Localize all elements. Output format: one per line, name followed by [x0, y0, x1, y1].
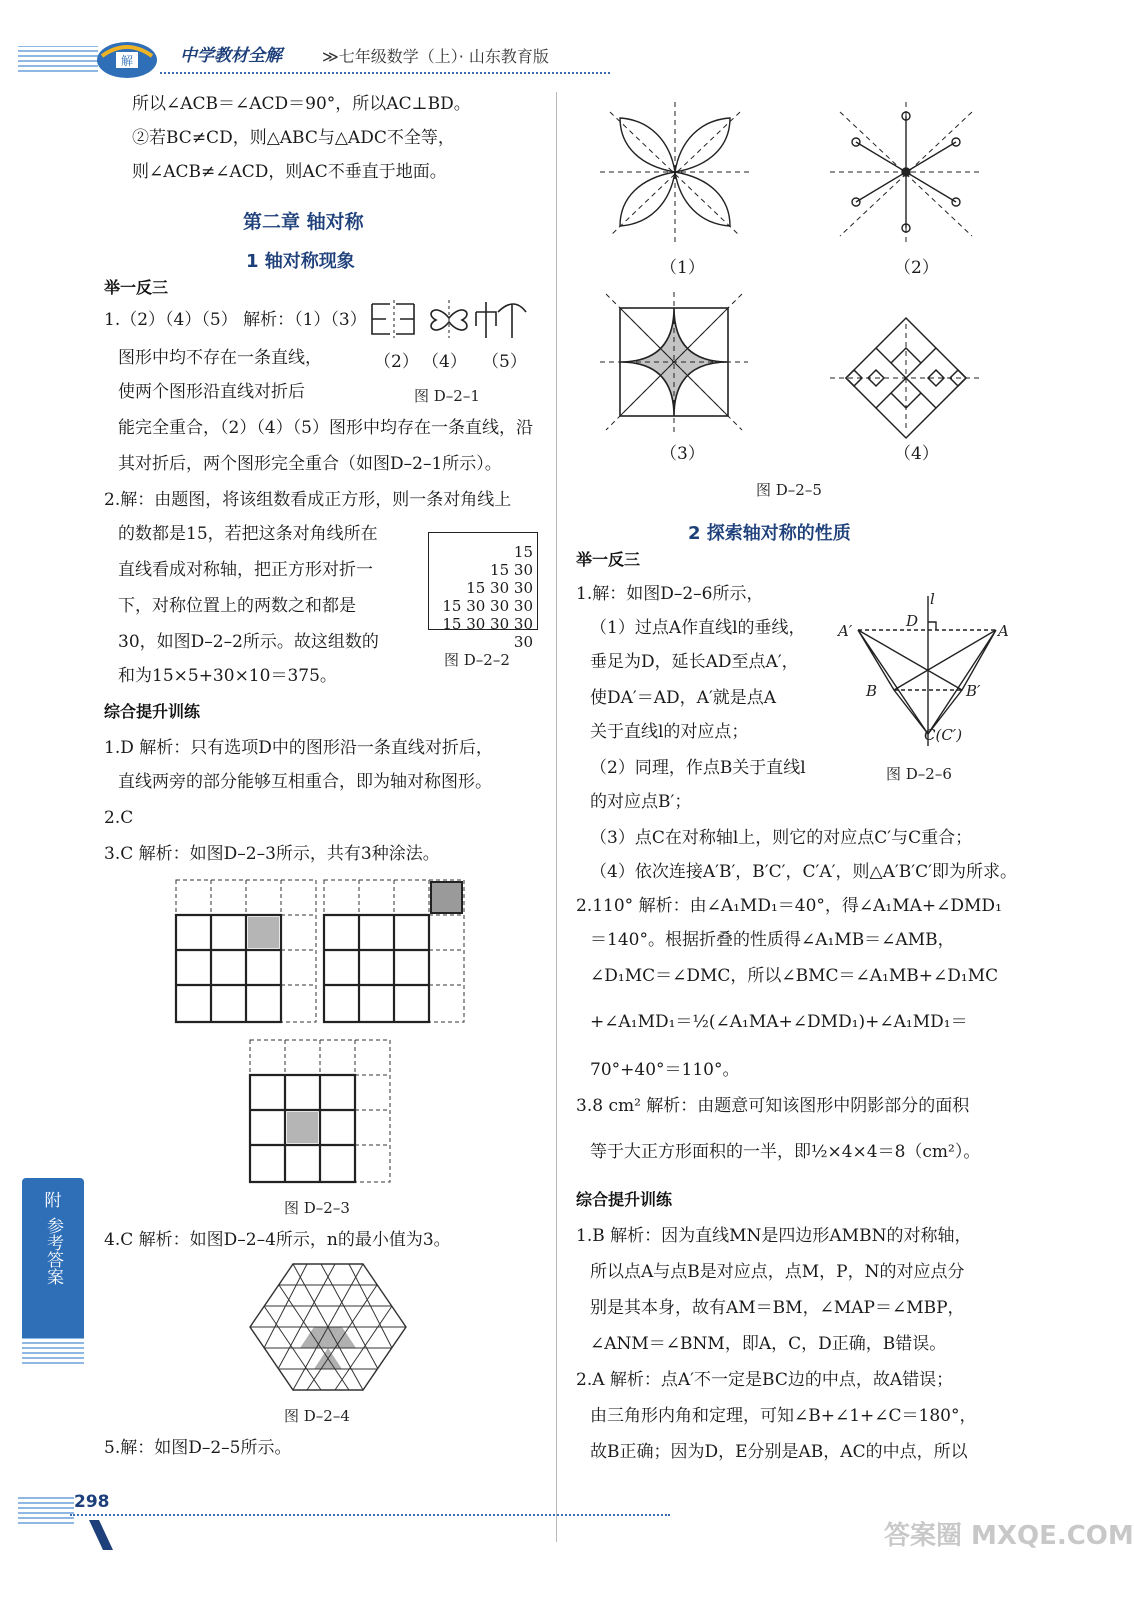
watermark: 答案圈 MXQE.COM: [884, 1521, 1134, 1551]
number-row: 15 30 30: [466, 579, 533, 597]
point-label: B: [866, 682, 878, 700]
header-stripes: [18, 46, 98, 72]
fig-label: （3）: [660, 444, 705, 464]
text-line: 等于大正方形面积的一半，即½×4×4＝8（cm²）。: [590, 1142, 981, 1162]
text-line: 使DA′＝AD，A′就是点A: [590, 688, 777, 708]
point-label: A: [998, 622, 1009, 640]
figure-d21: [366, 298, 536, 340]
subheading-jyfs: 举一反三: [576, 550, 641, 569]
fig-label: （2）: [894, 258, 939, 278]
text-line: 2.C: [104, 808, 134, 828]
text-line: ∠ANM＝∠BNM，即A，C，D正确，B错误。: [590, 1334, 947, 1354]
point-label: l: [930, 590, 935, 608]
text-line: 1.D 解析：只有选项D中的图形沿一条直线对折后，: [104, 738, 493, 758]
text-line: 图形中均不存在一条直线，: [118, 348, 322, 368]
text-line: 70°+40°＝110°。: [590, 1060, 740, 1080]
point-label: B′: [966, 682, 981, 700]
point-label: A′: [838, 622, 853, 640]
figure-d24: [248, 1262, 408, 1392]
header-rule: [160, 72, 610, 74]
fig-caption: 图 D–2–2: [444, 651, 510, 669]
text-line: 使两个图形沿直线对折后: [118, 382, 305, 402]
text-line: 3.8 cm² 解析：由题意可知该图形中阴影部分的面积: [576, 1096, 970, 1116]
text-line: 关于直线l的对应点；: [590, 722, 749, 742]
text-line: （1）过点A作直线l的垂线，: [590, 618, 806, 638]
side-tab-top: 附: [44, 1191, 62, 1211]
text-line: 直线看成对称轴，把正方形对折一: [118, 560, 373, 580]
text-line: 1.（2）（4）（5） 解析：（1）（3）: [104, 310, 367, 330]
fig-label: （5）: [482, 352, 527, 372]
text-line: 的对应点B′；: [590, 792, 692, 812]
text-line: 其对折后，两个图形完全重合（如图D–2–1所示）。: [118, 454, 502, 474]
fig-caption: 图 D–2–1: [414, 387, 480, 405]
text-line: 1.B 解析：因为直线MN是四边形AMBN的对称轴，: [576, 1226, 972, 1246]
column-divider: [556, 92, 557, 1542]
text-line: 2.解：由题图，将该组数看成正方形，则一条对角线上: [104, 490, 512, 510]
point-label: D: [906, 612, 919, 630]
series-title: 中学教材全解: [180, 46, 282, 66]
page-number: 298: [74, 1492, 110, 1512]
subheading-zhts: 综合提升训练: [104, 702, 201, 721]
text-line: 3.C 解析：如图D–2–3所示，共有3种涂法。: [104, 844, 440, 864]
number-row: 15 30 30 30: [442, 597, 533, 615]
subheading-jyfs: 举一反三: [104, 278, 169, 297]
section-title: 2 探索轴对称的性质: [688, 523, 851, 544]
number-row: 15 30 30 30 30: [442, 615, 533, 651]
side-tab-label: 参考答案: [43, 1217, 63, 1285]
text-line: 别是其本身，故有AM＝BM，∠MAP＝∠MBP，: [590, 1298, 965, 1318]
text-line: （3）点C在对称轴l上，则它的对应点C′与C重合；: [590, 828, 973, 848]
fig-label: （4）: [422, 352, 467, 372]
text-line: 2.A 解析：点A′不一定是BC边的中点，故A错误；: [576, 1370, 954, 1390]
text-line: 2.110° 解析：由∠A₁MD₁＝40°，得∠A₁MA+∠DMD₁: [576, 896, 1002, 916]
text-line: 由三角形内角和定理，可知∠B+∠1+∠C＝180°，: [590, 1406, 977, 1426]
text-line: +∠A₁MD₁＝½(∠A₁MA+∠DMD₁)+∠A₁MD₁＝: [590, 1012, 968, 1032]
text-line: 5.解：如图D–2–5所示。: [104, 1438, 292, 1458]
fig-label: （4）: [894, 444, 939, 464]
side-tab-stripes: [22, 1338, 84, 1364]
footer-rule: [70, 1514, 670, 1516]
fig-caption: 图 D–2–4: [284, 1407, 350, 1425]
subheading-zhts: 综合提升训练: [576, 1190, 673, 1209]
chapter-title: 第二章 轴对称: [243, 211, 364, 233]
fig-caption: 图 D–2–6: [886, 765, 952, 783]
text-line: 垂足为D，延长AD至点A′，: [590, 652, 799, 672]
point-label: C(C′): [924, 726, 963, 744]
figure-d23: [170, 876, 470, 1186]
text-line: 和为15×5+30×10＝375。: [118, 666, 337, 686]
number-row: 15 30: [490, 561, 533, 579]
number-square: [428, 532, 538, 651]
text-line: ②若BC≠CD，则△ABC与△ADC不全等，: [132, 128, 455, 148]
text-line: 1.解：如图D–2–6所示，: [576, 584, 764, 604]
text-line: 故B正确；因为D，E分别是AB，AC的中点，所以: [590, 1442, 968, 1462]
text-line: （4）依次连接A′B′，B′C′，C′A′，则△A′B′C′即为所求。: [590, 862, 1017, 882]
book-subtitle: ≫七年级数学（上）· 山东教育版: [322, 47, 549, 66]
fig-label: （1）: [660, 258, 705, 278]
text-line: （2）同理，作点B关于直线l: [590, 758, 806, 778]
text-line: 能完全重合，（2）（4）（5）图形中均存在一条直线，沿: [118, 418, 533, 438]
text-line: 直线两旁的部分能够互相重合，即为轴对称图形。: [118, 772, 492, 792]
text-line: 30，如图D–2–2所示。故这组数的: [118, 632, 379, 652]
book-logo-icon: [92, 34, 162, 82]
fig-caption: 图 D–2–3: [284, 1199, 350, 1217]
fig-caption: 图 D–2–5: [756, 481, 822, 499]
header: [0, 0, 1071, 90]
text-line: 下，对称位置上的两数之和都是: [118, 596, 356, 616]
text-line: 所以∠ACB＝∠ACD＝90°，所以AC⊥BD。: [132, 94, 471, 114]
text-line: 4.C 解析：如图D–2–4所示，n的最小值为3。: [104, 1230, 451, 1250]
side-tab: [22, 1178, 84, 1338]
section-title: 1 轴对称现象: [246, 251, 355, 272]
number-row: 15: [513, 543, 533, 561]
footer-stripes: [18, 1494, 74, 1524]
fig-label: （2）: [374, 352, 419, 372]
text-line: 的数都是15，若把这条对角线所在: [118, 524, 378, 544]
text-line: 所以点A与点B是对应点，点M，P，N的对应点分: [590, 1262, 965, 1282]
figure-d26: [836, 590, 1026, 756]
figure-d25: [590, 96, 1030, 456]
footer-slash: [89, 1520, 113, 1550]
text-line: ＝140°。根据折叠的性质得∠A₁MB＝∠AMB，: [590, 930, 955, 950]
text-line: ∠D₁MC＝∠DMC，所以∠BMC＝∠A₁MB+∠D₁MC: [590, 966, 999, 986]
text-line: 则∠ACB≠∠ACD，则AC不垂直于地面。: [132, 162, 447, 182]
svg-text:解: 解: [120, 54, 134, 68]
